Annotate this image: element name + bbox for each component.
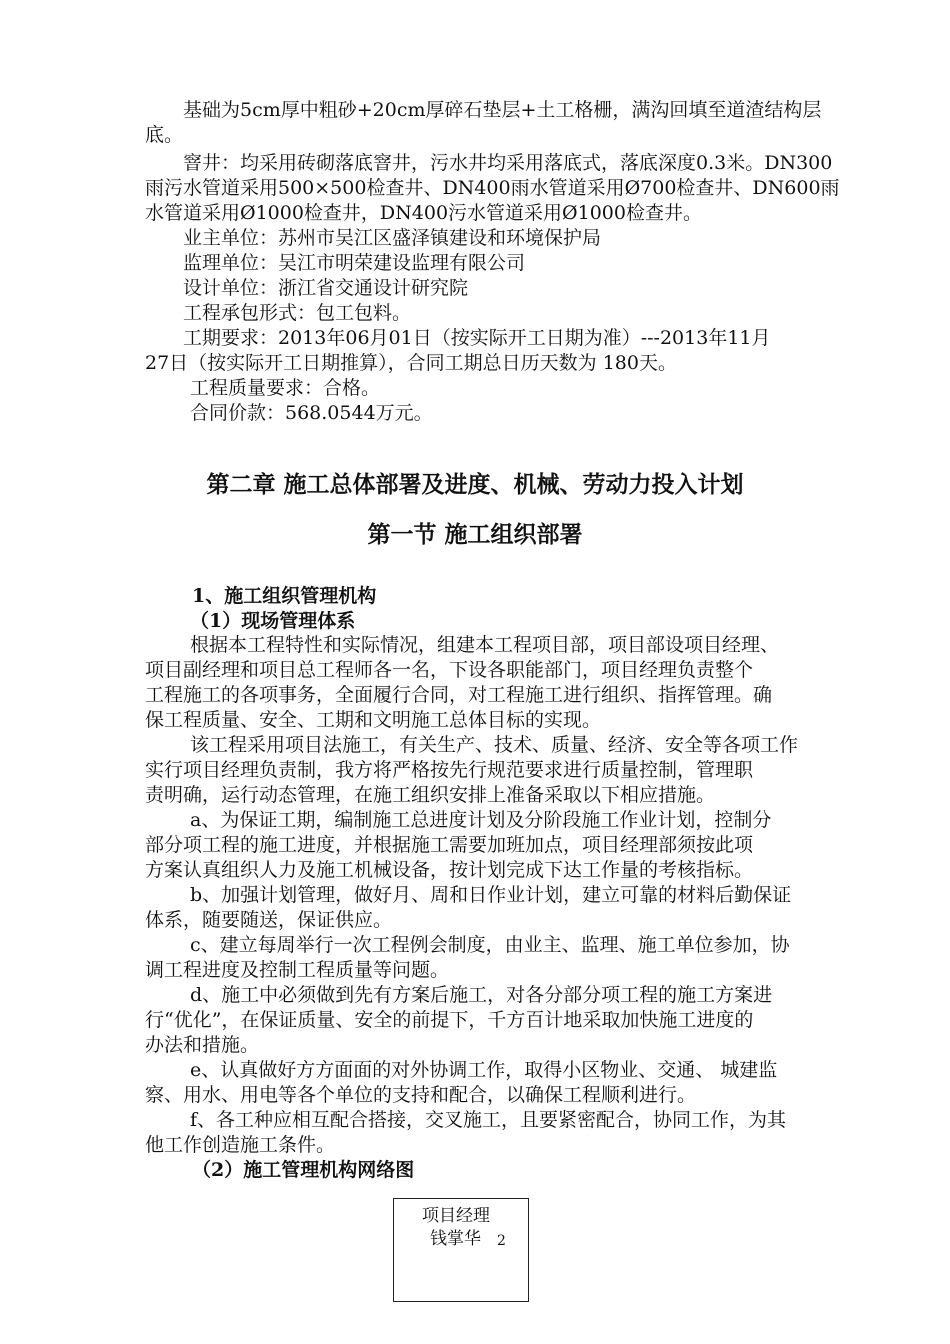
heading-org-structure: 1、施工组织管理机构 — [192, 585, 377, 607]
contract-form: 工程承包形式：包工包料。 — [183, 302, 412, 324]
text-line: a、为保证工期，编制施工总进度计划及分阶段施工作业计划，控制分 — [190, 809, 772, 831]
owner-unit: 业主单位：苏州市吴江区盛泽镇建设和环境保护局 — [183, 227, 602, 249]
text-line: 该工程采用项目法施工，有关生产、技术、质量、经济、安全等各项工作 — [190, 734, 799, 756]
schedule-requirement: 工期要求：2013年06月01日（按实际开工日期为准）---2013年11月 — [183, 327, 771, 349]
text-line: 责明确，运行动态管理，在施工组织安排上准备采取以下相应措施。 — [145, 784, 716, 806]
org-role: 项目经理 — [422, 1206, 490, 1226]
org-chart-project-manager-box — [393, 1198, 529, 1302]
quality-requirement: 工程质量要求：合格。 — [190, 377, 381, 399]
subheading-site-management: （1）现场管理体系 — [190, 610, 356, 632]
text-line: 行“优化”，在保证质量、安全的前提下，千方百计地采取加快施工进度的 — [145, 1009, 754, 1031]
text-line: b、加强计划管理，做好月、周和日作业计划，建立可靠的材料后勤保证 — [190, 884, 792, 906]
text-line: 办法和措施。 — [145, 1034, 260, 1056]
text-line: 项目副经理和项目总工程师各一名，下设各职能部门，项目经理负责整个 — [145, 659, 754, 681]
text-line: 保工程质量、安全、工期和文明施工总体目标的实现。 — [145, 709, 602, 731]
text-line: 工程施工的各项事务，全面履行合同，对工程施工进行组织、指挥管理。确 — [145, 684, 773, 706]
text-line: d、施工中必须做到先有方案后施工，对各分部分项工程的施工方案进 — [190, 984, 773, 1006]
text-line: c、建立每周举行一次工程例会制度，由业主、监理、施工单位参加，协 — [190, 934, 790, 956]
text-line: 窨井：均采用砖砌落底窨井，污水井均采用落底式，落底深度0.3米。DN300 — [183, 152, 833, 174]
page-number: 2 — [497, 1233, 506, 1249]
section-title: 第一节 施工组织部署 — [367, 521, 583, 548]
contract-price: 合同价款：568.0544万元。 — [190, 402, 433, 424]
text-line: 底。 — [145, 124, 184, 146]
text-line: 调工程进度及控制工程质量等问题。 — [145, 959, 450, 981]
text-line: 体系，随要随送，保证供应。 — [145, 909, 393, 931]
text-line: f、各工种应相互配合搭接，交叉施工，且要紧密配合，协同工作，为其 — [190, 1109, 787, 1131]
chapter-title: 第二章 施工总体部署及进度、机械、劳动力投入计划 — [206, 471, 744, 498]
text-line: 雨污水管道采用500×500检查井、DN400雨水管道采用Ø700检查井、DN600雨 — [145, 177, 840, 199]
text-line: 他工作创造施工条件。 — [145, 1134, 336, 1156]
text-line: 部分项工程的施工进度，并根据施工需要加班加点，项目经理部须按此项 — [145, 834, 754, 856]
supervision-unit: 监理单位：吴江市明荣建设监理有限公司 — [183, 252, 526, 274]
text-line: 根据本工程特性和实际情况，组建本工程项目部，项目部设项目经理、 — [190, 634, 780, 656]
text-line: 实行项目经理负责制，我方将严格按先行规范要求进行质量控制，管理职 — [145, 759, 754, 781]
text-line: 方案认真组织人力及施工机械设备，按计划完成下达工作量的考核指标。 — [145, 859, 754, 881]
text-line: 水管道采用Ø1000检查井，DN400污水管道采用Ø1000检查井。 — [145, 202, 702, 224]
text-line: e、认真做好方方面面的对外协调工作，取得小区物业、交通、 城建监 — [190, 1059, 778, 1081]
text-line: 27日（按实际开工日期推算），合同工期总日历天数为 180天。 — [145, 352, 677, 374]
design-unit: 设计单位：浙江省交通设计研究院 — [183, 277, 469, 299]
text-line: 察、用水、用电等各个单位的支持和配合，以确保工程顺利进行。 — [145, 1084, 697, 1106]
org-name: 钱掌华 — [430, 1229, 481, 1249]
text-line: 基础为5cm厚中粗砂+20cm厚碎石垫层+土工格栅，满沟回填至道渣结构层 — [183, 99, 822, 121]
subheading-org-chart: （2）施工管理机构网络图 — [192, 1159, 415, 1181]
